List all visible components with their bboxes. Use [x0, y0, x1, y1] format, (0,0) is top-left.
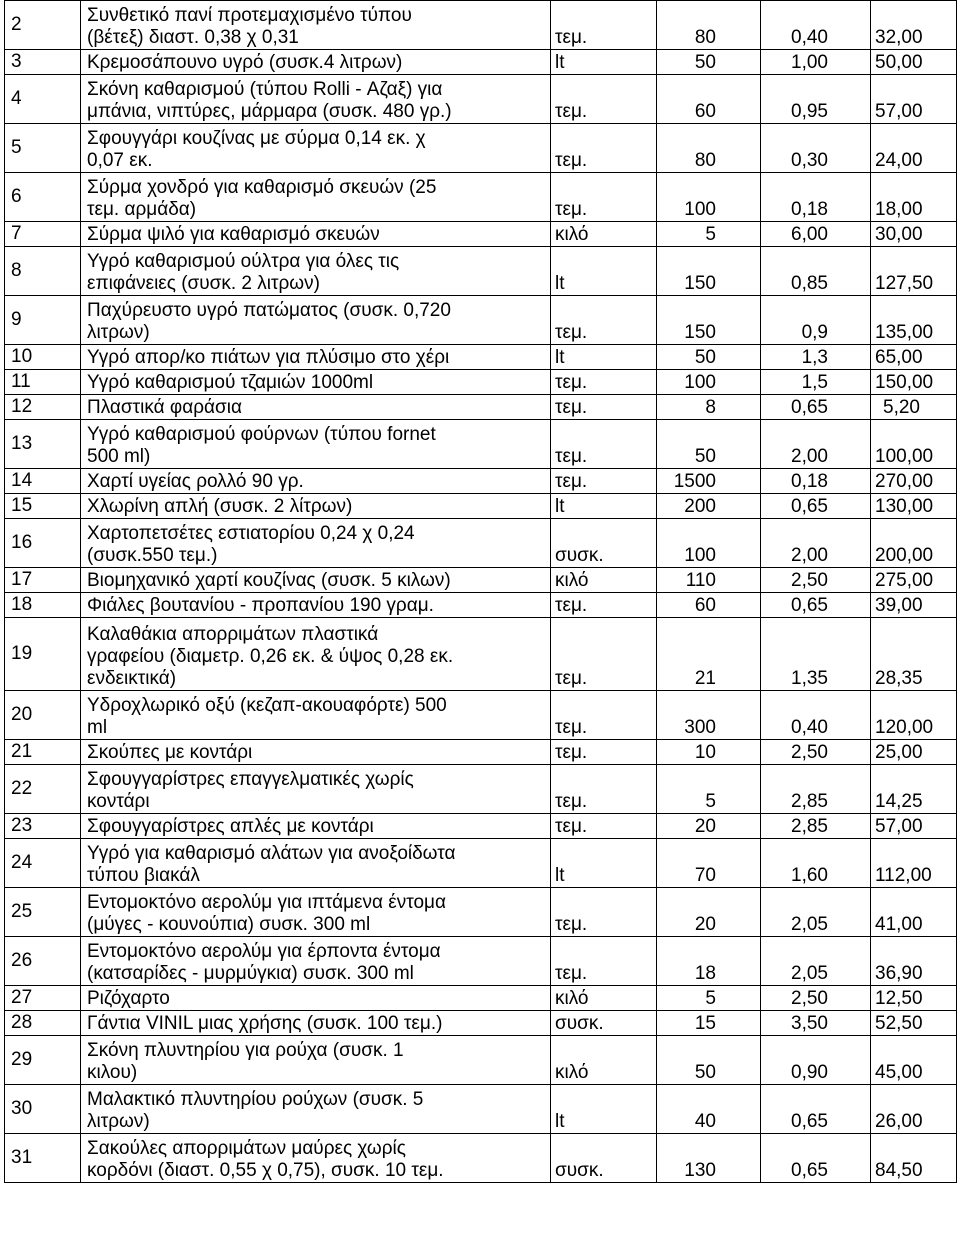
- item-description: [81, 420, 551, 469]
- description-line: Συνθετικό πανί προτεμαχισμένο τύπου: [87, 5, 412, 26]
- row-number: 10: [5, 345, 81, 370]
- table-row: [5, 888, 957, 937]
- description-line: Σκόνη πλυντηρίου για ρούχα (συσκ. 1: [87, 1040, 404, 1061]
- items-table: [4, 0, 957, 1183]
- row-number: 15: [5, 494, 81, 519]
- description-line: (βέτεξ) διαστ. 0,38 χ 0,31: [87, 27, 299, 48]
- unit-price-cell: 2,00: [761, 420, 871, 469]
- description-line: επιφάνειες (συσκ. 2 λιτρων): [87, 273, 320, 294]
- description-line: Βιομηχανικό χαρτί κουζίνας (συσκ. 5 κιλων): [87, 570, 451, 591]
- unit-cell: τεμ.: [551, 173, 657, 222]
- description-line: Χαρτοπετσέτες εστιατορίου 0,24 χ 0,24: [87, 523, 415, 544]
- quantity-cell: 21: [657, 618, 761, 691]
- table-row: [5, 1011, 957, 1036]
- quantity-cell: 1500: [657, 469, 761, 494]
- item-description: [81, 50, 551, 75]
- row-number: 23: [5, 814, 81, 839]
- item-description: [81, 1011, 551, 1036]
- unit-cell: τεμ.: [551, 1, 657, 50]
- total-cell: 28,35: [871, 618, 957, 691]
- item-description: [81, 494, 551, 519]
- item-description: [81, 124, 551, 173]
- unit-cell: τεμ.: [551, 937, 657, 986]
- table-row: [5, 247, 957, 296]
- quantity-cell: 50: [657, 1036, 761, 1085]
- row-number: 27: [5, 986, 81, 1011]
- description-line: Υδροχλωρικό οξύ (κεζαπ-ακουαφόρτε) 500: [87, 695, 447, 716]
- total-cell: 270,00: [871, 469, 957, 494]
- description-line: Υγρό καθαρισμού φούρνων (τύπου fornet: [87, 424, 436, 445]
- unit-cell: lt: [551, 1085, 657, 1134]
- total-cell: 275,00: [871, 568, 957, 593]
- unit-price-cell: 0,90: [761, 1036, 871, 1085]
- unit-price-cell: 0,65: [761, 395, 871, 420]
- description-line: Σφουγγαρίστρες απλές με κοντάρι: [87, 816, 374, 837]
- item-description: [81, 247, 551, 296]
- description-line: 500 ml): [87, 446, 151, 467]
- row-number: 9: [5, 296, 81, 345]
- table-row: [5, 494, 957, 519]
- item-description: [81, 1, 551, 50]
- description-line: Κρεμοσάπουνο υγρό (συσκ.4 λιτρων): [87, 52, 403, 73]
- total-cell: 45,00: [871, 1036, 957, 1085]
- description-line: (κατσαρίδες - μυρμύγκια) συσκ. 300 ml: [87, 963, 414, 984]
- item-description: [81, 222, 551, 247]
- row-number: 26: [5, 937, 81, 986]
- item-description: [81, 519, 551, 568]
- item-description: [81, 173, 551, 222]
- description-line: Υγρό για καθαρισμό αλάτων για ανοξοίδωτα: [87, 843, 456, 864]
- quantity-cell: 300: [657, 691, 761, 740]
- total-cell: 120,00: [871, 691, 957, 740]
- description-line: Ριζόχαρτο: [87, 988, 170, 1009]
- item-description: [81, 740, 551, 765]
- table-row: [5, 1134, 957, 1183]
- row-number: 24: [5, 839, 81, 888]
- unit-price-cell: 0,18: [761, 469, 871, 494]
- description-line: κοντάρι: [87, 791, 150, 812]
- total-cell: 5,20: [871, 395, 957, 420]
- description-line: λιτρων): [87, 322, 150, 343]
- description-line: Υγρό καθαρισμού τζαμιών 1000ml: [87, 372, 374, 393]
- unit-cell: κιλό: [551, 986, 657, 1011]
- row-number: 20: [5, 691, 81, 740]
- row-number: 13: [5, 420, 81, 469]
- description-line: Σκόνη καθαρισμού (τύπου Rolli - Αζαξ) για: [87, 79, 443, 100]
- total-cell: 41,00: [871, 888, 957, 937]
- quantity-cell: 50: [657, 50, 761, 75]
- total-cell: 57,00: [871, 75, 957, 124]
- total-cell: 65,00: [871, 345, 957, 370]
- row-number: 29: [5, 1036, 81, 1085]
- unit-price-cell: 2,85: [761, 765, 871, 814]
- unit-cell: τεμ.: [551, 420, 657, 469]
- unit-price-cell: 0,9: [761, 296, 871, 345]
- unit-price-cell: 3,50: [761, 1011, 871, 1036]
- description-line: μπάνια, νιπτύρες, μάρμαρα (συσκ. 480 γρ.): [87, 101, 452, 122]
- unit-price-cell: 0,65: [761, 1085, 871, 1134]
- description-line: τύπου βιακάλ: [87, 865, 200, 886]
- row-number: 6: [5, 173, 81, 222]
- quantity-cell: 80: [657, 1, 761, 50]
- row-number: 14: [5, 469, 81, 494]
- quantity-cell: 18: [657, 937, 761, 986]
- unit-cell: τεμ.: [551, 469, 657, 494]
- description-line: ml: [87, 717, 108, 738]
- description-line: κιλου): [87, 1062, 138, 1083]
- row-number: 12: [5, 395, 81, 420]
- item-description: [81, 395, 551, 420]
- total-cell: 36,90: [871, 937, 957, 986]
- item-description: [81, 888, 551, 937]
- total-cell: 57,00: [871, 814, 957, 839]
- table-row: [5, 814, 957, 839]
- total-cell: 112,00: [871, 839, 957, 888]
- unit-price-cell: 2,50: [761, 986, 871, 1011]
- unit-cell: lt: [551, 247, 657, 296]
- item-description: [81, 296, 551, 345]
- description-line: (συσκ.550 τεμ.): [87, 545, 218, 566]
- unit-price-cell: 2,85: [761, 814, 871, 839]
- unit-price-cell: 0,18: [761, 173, 871, 222]
- description-line: 0,07 εκ.: [87, 150, 153, 171]
- description-line: Καλαθάκια απορριμάτων πλαστικά: [87, 624, 379, 645]
- unit-price-cell: 0,65: [761, 494, 871, 519]
- table-row: [5, 765, 957, 814]
- unit-price-cell: 2,05: [761, 937, 871, 986]
- item-description: [81, 839, 551, 888]
- unit-cell: τεμ.: [551, 691, 657, 740]
- quantity-cell: 100: [657, 370, 761, 395]
- description-line: Παχύρευστο υγρό πατώματος (συσκ. 0,720: [87, 300, 451, 321]
- unit-price-cell: 0,30: [761, 124, 871, 173]
- row-number: 31: [5, 1134, 81, 1183]
- unit-price-cell: 2,05: [761, 888, 871, 937]
- unit-cell: τεμ.: [551, 618, 657, 691]
- quantity-cell: 100: [657, 519, 761, 568]
- table-row: [5, 519, 957, 568]
- table-row: [5, 345, 957, 370]
- unit-price-cell: 1,3: [761, 345, 871, 370]
- unit-cell: τεμ.: [551, 370, 657, 395]
- row-number: 4: [5, 75, 81, 124]
- description-line: Σύρμα ψιλό για καθαρισμό σκευών: [87, 224, 380, 245]
- description-line: λιτρων): [87, 1111, 150, 1132]
- table-row: [5, 740, 957, 765]
- description-line: Σκούπες με κοντάρι: [87, 742, 253, 763]
- unit-price-cell: 0,85: [761, 247, 871, 296]
- row-number: 28: [5, 1011, 81, 1036]
- row-number: 5: [5, 124, 81, 173]
- table-row: [5, 691, 957, 740]
- description-line: Πλαστικά φαράσια: [87, 397, 242, 418]
- unit-price-cell: 1,35: [761, 618, 871, 691]
- row-number: 2: [5, 1, 81, 50]
- quantity-cell: 100: [657, 173, 761, 222]
- unit-cell: τεμ.: [551, 593, 657, 618]
- description-line: Μαλακτικό πλυντηρίου ρούχων (συσκ. 5: [87, 1089, 424, 1110]
- table-row: [5, 173, 957, 222]
- total-cell: 32,00: [871, 1, 957, 50]
- item-description: [81, 1036, 551, 1085]
- quantity-cell: 20: [657, 888, 761, 937]
- total-cell: 14,25: [871, 765, 957, 814]
- quantity-cell: 150: [657, 247, 761, 296]
- unit-cell: κιλό: [551, 1036, 657, 1085]
- row-number: 30: [5, 1085, 81, 1134]
- item-description: [81, 618, 551, 691]
- unit-cell: τεμ.: [551, 395, 657, 420]
- description-line: Σφουγγάρι κουζίνας με σύρμα 0,14 εκ. χ: [87, 128, 426, 149]
- quantity-cell: 150: [657, 296, 761, 345]
- quantity-cell: 80: [657, 124, 761, 173]
- total-cell: 24,00: [871, 124, 957, 173]
- table-row: [5, 395, 957, 420]
- total-cell: 135,00: [871, 296, 957, 345]
- item-description: [81, 370, 551, 395]
- table-row: [5, 937, 957, 986]
- unit-cell: τεμ.: [551, 124, 657, 173]
- table-row: [5, 986, 957, 1011]
- unit-price-cell: 0,40: [761, 1, 871, 50]
- unit-price-cell: 1,60: [761, 839, 871, 888]
- row-number: 18: [5, 593, 81, 618]
- unit-price-cell: 2,50: [761, 740, 871, 765]
- unit-cell: συσκ.: [551, 1011, 657, 1036]
- unit-price-cell: 6,00: [761, 222, 871, 247]
- item-description: [81, 469, 551, 494]
- table-row: [5, 568, 957, 593]
- quantity-cell: 130: [657, 1134, 761, 1183]
- description-line: κορδόνι (διαστ. 0,55 χ 0,75), συσκ. 10 τεμ.: [87, 1160, 444, 1181]
- table-row: [5, 124, 957, 173]
- table-row: [5, 296, 957, 345]
- item-description: [81, 593, 551, 618]
- table-row: [5, 469, 957, 494]
- description-line: Φιάλες βουτανίου - προπανίου 190 γραμ.: [87, 595, 434, 616]
- unit-cell: τεμ.: [551, 740, 657, 765]
- item-description: [81, 691, 551, 740]
- unit-price-cell: 0,95: [761, 75, 871, 124]
- total-cell: 18,00: [871, 173, 957, 222]
- unit-cell: τεμ.: [551, 75, 657, 124]
- unit-cell: lt: [551, 345, 657, 370]
- unit-cell: τεμ.: [551, 296, 657, 345]
- description-line: Γάντια VINIL μιας χρήσης (συσκ. 100 τεμ.): [87, 1013, 443, 1034]
- quantity-cell: 200: [657, 494, 761, 519]
- unit-price-cell: 1,00: [761, 50, 871, 75]
- unit-price-cell: 0,40: [761, 691, 871, 740]
- description-line: Σφουγγαρίστρες επαγγελματικές χωρίς: [87, 769, 414, 790]
- row-number: 25: [5, 888, 81, 937]
- row-number: 19: [5, 618, 81, 691]
- total-cell: 150,00: [871, 370, 957, 395]
- row-number: 8: [5, 247, 81, 296]
- quantity-cell: 60: [657, 75, 761, 124]
- item-description: [81, 345, 551, 370]
- table-row: [5, 370, 957, 395]
- table-row: [5, 593, 957, 618]
- description-line: Χαρτί υγείας ρολλό 90 γρ.: [87, 471, 304, 492]
- item-description: [81, 937, 551, 986]
- unit-cell: συσκ.: [551, 1134, 657, 1183]
- unit-price-cell: 2,50: [761, 568, 871, 593]
- quantity-cell: 50: [657, 420, 761, 469]
- description-line: Εντομοκτόνο αερολύμ για ιπτάμενα έντομα: [87, 892, 446, 913]
- description-line: Σακούλες απορριμάτων μαύρες χωρίς: [87, 1138, 406, 1159]
- total-cell: 84,50: [871, 1134, 957, 1183]
- total-cell: 52,50: [871, 1011, 957, 1036]
- item-description: [81, 75, 551, 124]
- item-description: [81, 568, 551, 593]
- unit-price-cell: 2,00: [761, 519, 871, 568]
- unit-cell: συσκ.: [551, 519, 657, 568]
- row-number: 16: [5, 519, 81, 568]
- total-cell: 30,00: [871, 222, 957, 247]
- description-line: Χλωρίνη απλή (συσκ. 2 λίτρων): [87, 496, 353, 517]
- description-line: ενδεικτικά): [87, 668, 177, 689]
- item-description: [81, 814, 551, 839]
- quantity-cell: 40: [657, 1085, 761, 1134]
- description-line: Εντομοκτόνο αερολύμ για έρποντα έντομα: [87, 941, 441, 962]
- description-line: Υγρό καθαρισμού ούλτρα για όλες τις: [87, 251, 400, 272]
- row-number: 21: [5, 740, 81, 765]
- table-row: [5, 839, 957, 888]
- table-row: [5, 222, 957, 247]
- quantity-cell: 5: [657, 222, 761, 247]
- total-cell: 12,50: [871, 986, 957, 1011]
- table-row: [5, 618, 957, 691]
- quantity-cell: 60: [657, 593, 761, 618]
- total-cell: 25,00: [871, 740, 957, 765]
- total-cell: 26,00: [871, 1085, 957, 1134]
- description-line: Υγρό απορ/κο πιάτων για πλύσιμο στο χέρι: [87, 347, 450, 368]
- quantity-cell: 50: [657, 345, 761, 370]
- total-cell: 130,00: [871, 494, 957, 519]
- description-line: γραφείου (διαμετρ. 0,26 εκ. & ύψος 0,28 εκ.: [87, 646, 454, 667]
- description-line: τεμ. αρμάδα): [87, 199, 197, 220]
- description-line: Σύρμα χονδρό για καθαρισμό σκευών (25: [87, 177, 437, 198]
- table-row: [5, 1085, 957, 1134]
- table-row: [5, 75, 957, 124]
- unit-cell: lt: [551, 50, 657, 75]
- row-number: 11: [5, 370, 81, 395]
- item-description: [81, 1085, 551, 1134]
- unit-cell: lt: [551, 839, 657, 888]
- item-description: [81, 1134, 551, 1183]
- total-cell: 50,00: [871, 50, 957, 75]
- unit-cell: κιλό: [551, 568, 657, 593]
- row-number: 22: [5, 765, 81, 814]
- quantity-cell: 15: [657, 1011, 761, 1036]
- table-row: [5, 420, 957, 469]
- unit-price-cell: 1,5: [761, 370, 871, 395]
- unit-cell: κιλό: [551, 222, 657, 247]
- row-number: 3: [5, 50, 81, 75]
- table-row: [5, 1, 957, 50]
- quantity-cell: 70: [657, 839, 761, 888]
- unit-price-cell: 0,65: [761, 593, 871, 618]
- quantity-cell: 110: [657, 568, 761, 593]
- unit-cell: lt: [551, 494, 657, 519]
- quantity-cell: 20: [657, 814, 761, 839]
- total-cell: 100,00: [871, 420, 957, 469]
- unit-cell: τεμ.: [551, 888, 657, 937]
- quantity-cell: 5: [657, 765, 761, 814]
- unit-price-cell: 0,65: [761, 1134, 871, 1183]
- total-cell: 127,50: [871, 247, 957, 296]
- quantity-cell: 10: [657, 740, 761, 765]
- item-description: [81, 986, 551, 1011]
- quantity-cell: 8: [657, 395, 761, 420]
- row-number: 17: [5, 568, 81, 593]
- item-description: [81, 765, 551, 814]
- quantity-cell: 5: [657, 986, 761, 1011]
- total-cell: 200,00: [871, 519, 957, 568]
- description-line: (μύγες - κουνούπια) συσκ. 300 ml: [87, 914, 371, 935]
- table-row: [5, 1036, 957, 1085]
- table-row: [5, 50, 957, 75]
- row-number: 7: [5, 222, 81, 247]
- total-cell: 39,00: [871, 593, 957, 618]
- items-table-body: [5, 1, 957, 1183]
- unit-cell: τεμ.: [551, 814, 657, 839]
- unit-cell: τεμ.: [551, 765, 657, 814]
